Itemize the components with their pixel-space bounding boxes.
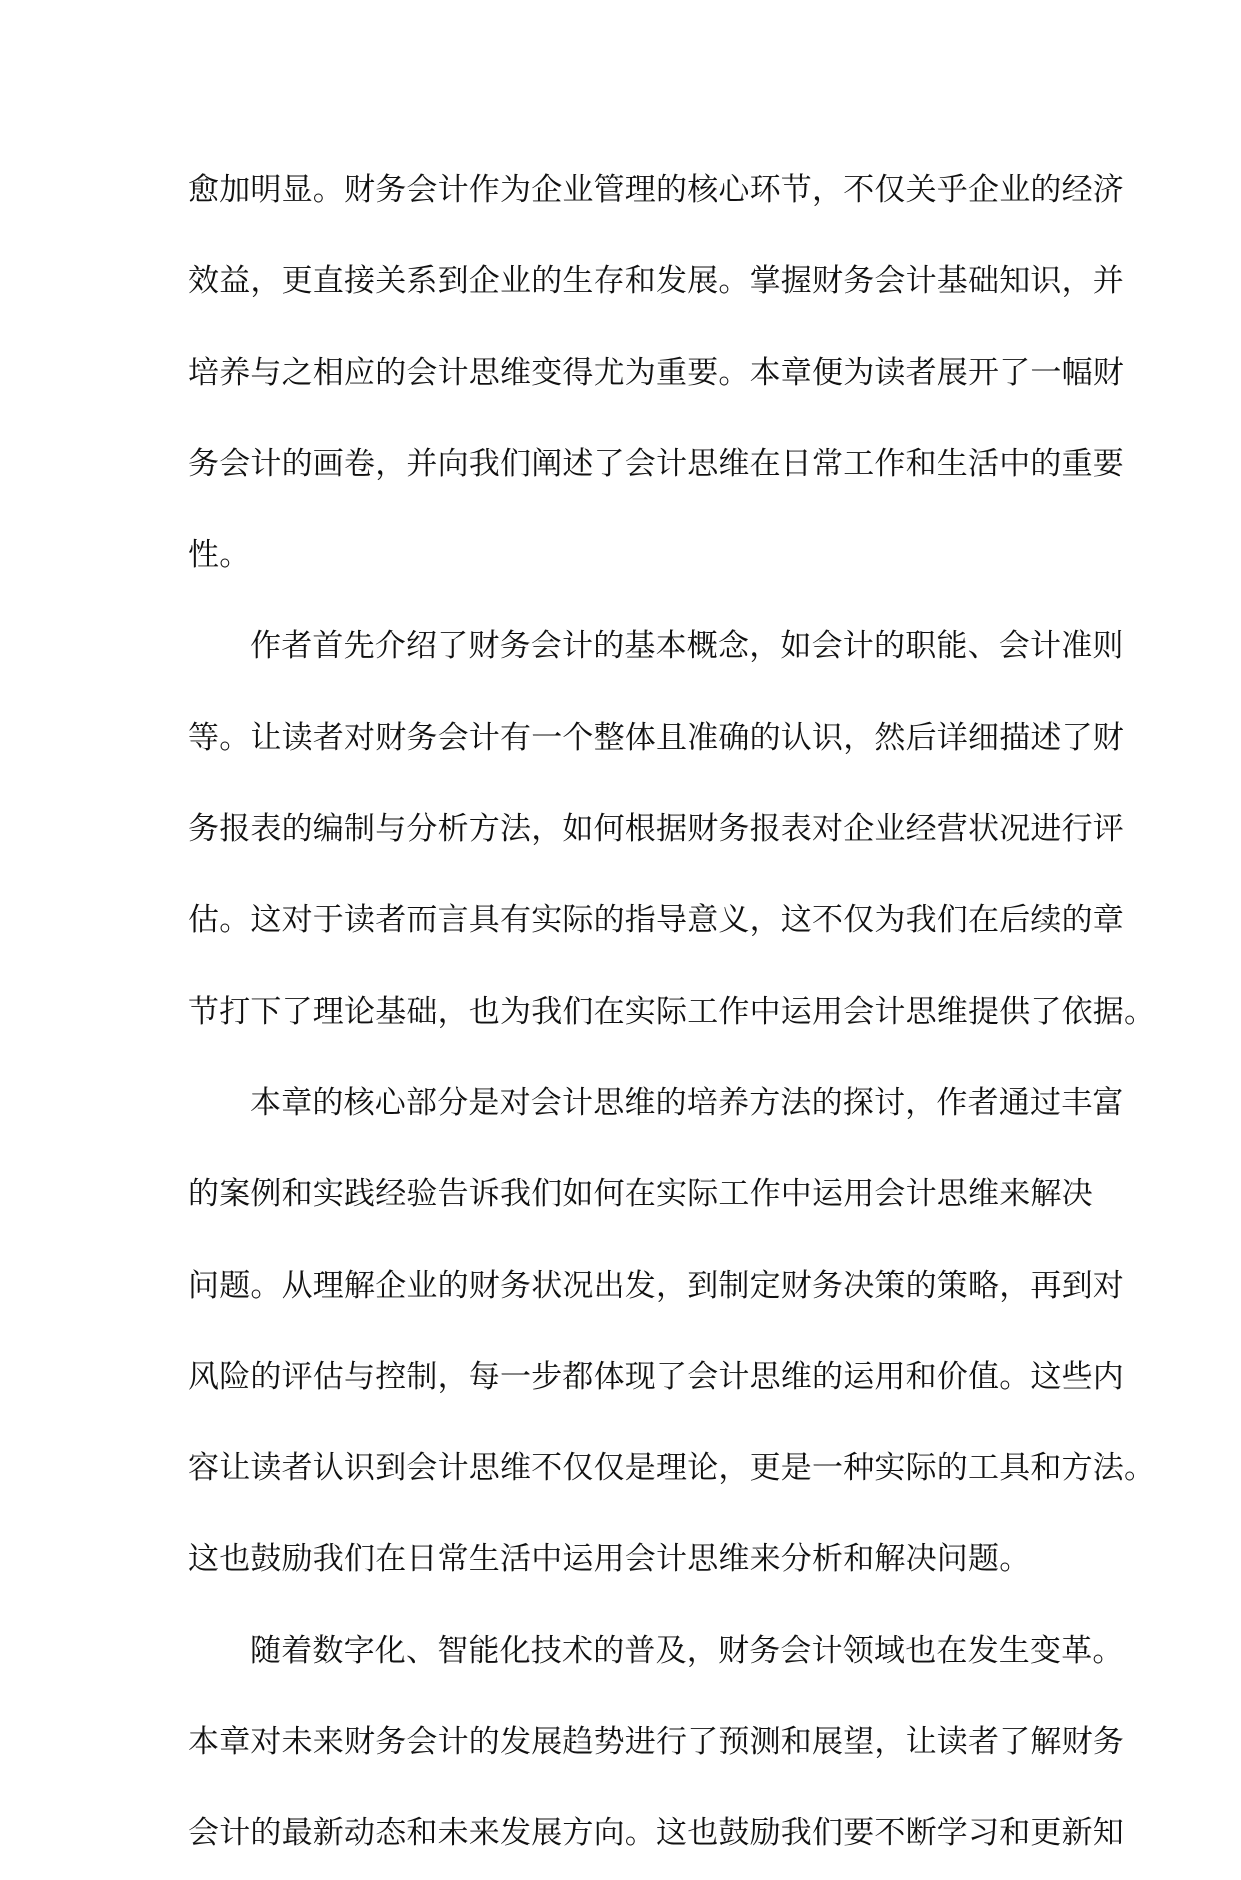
paragraph-first-line: 作者首先介绍了财务会计的基本概念，如会计的职能、会计准则	[250, 628, 1124, 665]
text-line: 务报表的编制与分析方法，如何根据财务报表对企业经营状况进行评	[188, 811, 1124, 848]
text-line: 问题。从理解企业的财务状况出发，到制定财务决策的策略，再到对	[188, 1267, 1124, 1304]
text-line: 节打下了理论基础，也为我们在实际工作中运用会计思维提供了依据。	[188, 993, 1156, 1030]
text-line: 容让读者认识到会计思维不仅仅是理论，更是一种实际的工具和方法。	[188, 1450, 1156, 1487]
text-line: 估。这对于读者而言具有实际的指导意义，这不仅为我们在后续的章	[188, 902, 1124, 939]
text-line: 培养与之相应的会计思维变得尤为重要。本章便为读者展开了一幅财	[188, 354, 1124, 391]
text-line: 性。	[188, 537, 251, 574]
text-line: 风险的评估与控制，每一步都体现了会计思维的运用和价值。这些内	[188, 1358, 1124, 1395]
body-text	[188, 145, 1156, 1880]
text-line: 会计的最新动态和未来发展方向。这也鼓励我们要不断学习和更新知	[188, 1815, 1124, 1852]
text-line: 等。让读者对财务会计有一个整体且准确的认识，然后详细描述了财	[188, 719, 1124, 756]
paragraph-first-line: 随着数字化、智能化技术的普及，财务会计领域也在发生变革。	[250, 1632, 1124, 1669]
text-line: 本章对未来财务会计的发展趋势进行了预测和展望，让读者了解财务	[188, 1724, 1124, 1761]
paragraph-first-line: 本章的核心部分是对会计思维的培养方法的探讨，作者通过丰富	[250, 1084, 1124, 1121]
text-line: 这也鼓励我们在日常生活中运用会计思维来分析和解决问题。	[188, 1541, 1031, 1578]
text-line: 效益，更直接关系到企业的生存和发展。掌握财务会计基础知识，并	[188, 263, 1124, 300]
text-line: 的案例和实践经验告诉我们如何在实际工作中运用会计思维来解决	[188, 1176, 1093, 1213]
text-line: 务会计的画卷，并向我们阐述了会计思维在日常工作和生活中的重要	[188, 445, 1124, 482]
text-line: 愈加明显。财务会计作为企业管理的核心环节，不仅关乎企业的经济	[188, 172, 1124, 208]
